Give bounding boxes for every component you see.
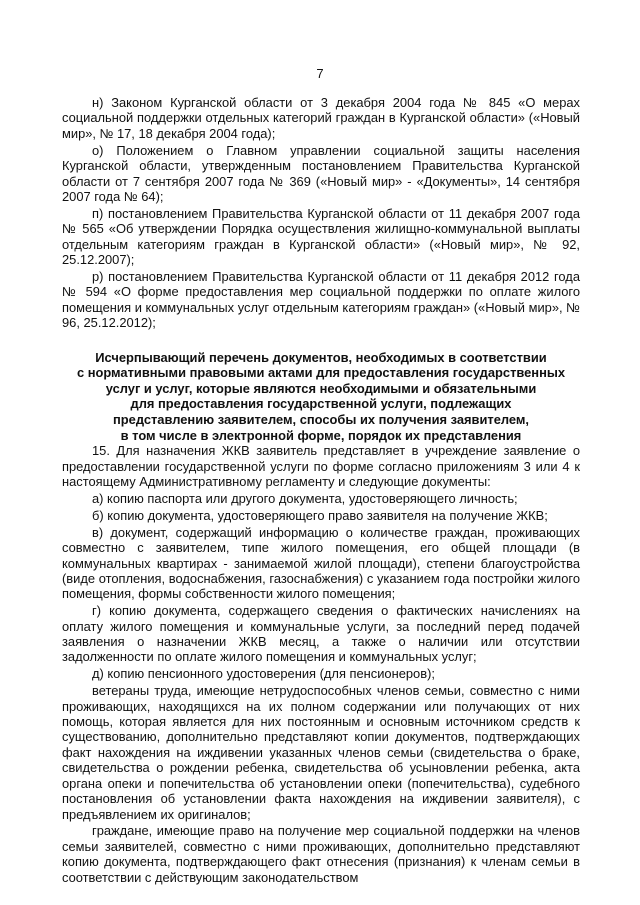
heading-line: представлению заявителем, способы их получения заявителем, [112,411,530,427]
paragraph-15: 15. Для назначения ЖКВ заявитель представляет в учреждение заявление о предоставлении государственной услуги по форме согласно приложениям 3 или 4 к настоящему Административному регламенту и следующие документы: [62,443,580,489]
paragraph-citizens: граждане, имеющие право на получение мер социальной поддержки на членов семьи заявителей, совместно с ними проживающих, дополнительно представляют копию документа, подтверждающего факт отнесения (признания) к членам семьи в соответствии с действующим законодательством [62,823,580,885]
heading-line: для предоставления государственной услуги, подлежащих [130,396,512,412]
heading-line: Исчерпывающий перечень документов, необходимых в соответствии [95,349,547,365]
paragraph-r: р) постановлением Правительства Курганской области от 11 декабря 2012 года № 594 «О форме предоставления мер социальной поддержки по оплате жилого помещения и коммунальных услуг отдельным категориям граждан» («Новый мир», № 96, 25.12.2012); [62,268,580,331]
heading-line: в том числе в электронной форме, порядок их представления [120,427,522,443]
heading-line: с нормативными правовыми актами для предоставления государственных [76,365,566,381]
paragraph-p: п) постановлением Правительства Курганской области от 11 декабря 2007 года № 565 «Об утверждении Порядка осуществления жилищно-коммунальной выплаты отдельным категориям граждан в Курганской области» («Новый мир», № 92, 25.12.2007); [62,205,580,268]
paragraph-o: о) Положением о Главном управлении социальной защиты населения Курганской области, утвержденным постановлением Правительства Курганской области от 7 сентября 2007 года № 369 («Новый мир» - «Документы», 14 сентября 2007 года № 64); [62,142,580,204]
paragraph-veterans: ветераны труда, имеющие нетрудоспособных членов семьи, совместно с ними проживающих, находящихся на их полном содержании или получающих от них помощь, которая является для них постоянным и основным источником средств к существованию, дополнительно представляют копии документов, подтверждающих факт нахождения на иждивении указанных членов семьи (свидетельства о браке, свидетельства о рождении ребенка, свидетельства об усыновлении ребенка, акта органа опеки и попечительства об установлении опеки (попечительства), судебного постановления об установлении факта нахождения на иждивении заявителя), с предъявлением их оригиналов; [62,683,580,822]
paragraph-n: н) Законом Курганской области от 3 декабря 2004 года № 845 «О мерах социальной поддержки отдельных категорий граждан в Курганской области» («Новый мир», № 17, 18 декабря 2004 года); [62,95,580,141]
paragraph-b: б) копию документа, удостоверяющего право заявителя на получение ЖКВ; [92,507,548,523]
document-body [62,95,580,887]
paragraph-v: в) документ, содержащий информацию о количестве граждан, проживающих совместно с заявителем, типе жилого помещения, его общей площади (в коммунальных квартирах - занимаемой жилой площади), степени благоустройства (виде отопления, водоснабжения, газоснабжения) с указанием года постройки жилого помещения, формы собственности жилого помещения; [62,524,580,602]
section-heading [62,350,580,444]
paragraph-g: г) копию документа, содержащего сведения о фактических начислениях на оплату жилого помещения и коммунальные услуги, за последний перед подачей заявления о назначении ЖКВ месяц, а также о наличии или отсутствии задолженности по оплате жилого помещения и коммунальных услуг; [62,603,580,665]
paragraph-a: а) копию паспорта или другого документа, удостоверяющего личность; [92,490,518,506]
page-number: 7 [316,66,324,81]
paragraph-d: д) копию пенсионного удостоверения (для пенсионеров); [92,666,435,682]
heading-line: услуг и услуг, которые являются необходимыми и обязательными [105,380,537,396]
